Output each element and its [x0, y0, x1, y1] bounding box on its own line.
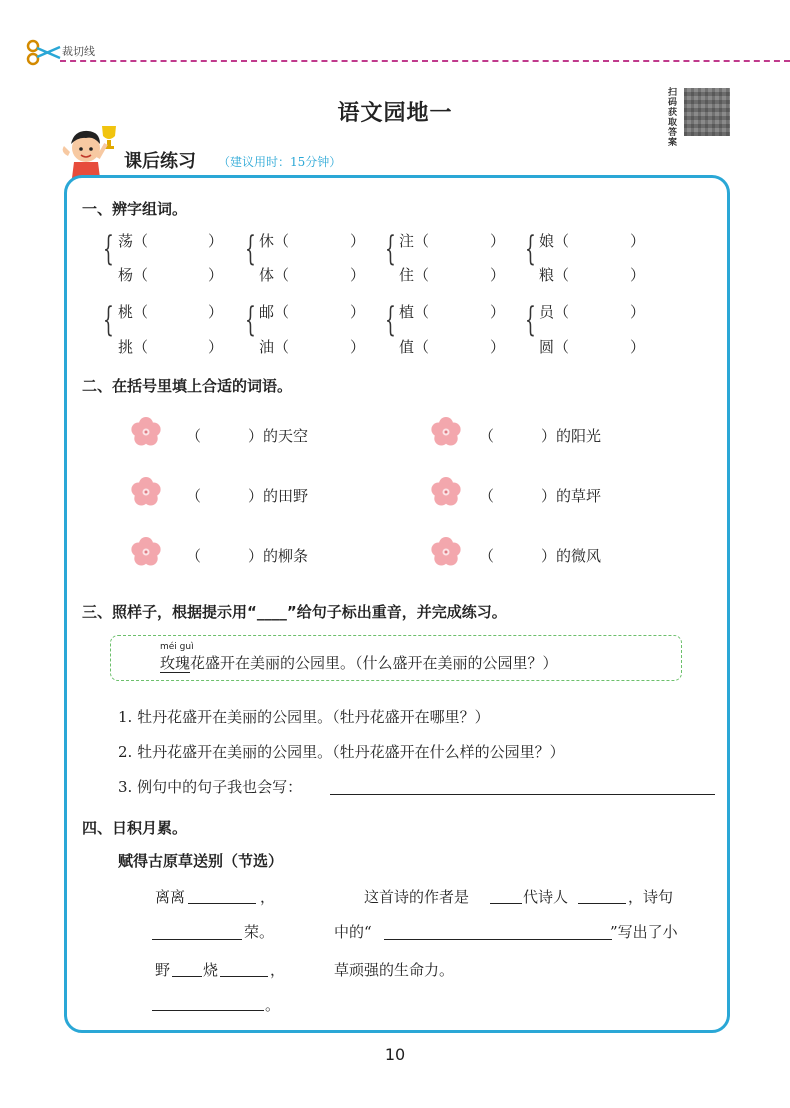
q1-char: 体（ [259, 266, 290, 284]
q1-char: 娘（ [539, 232, 570, 250]
q1-close: ） [208, 232, 224, 250]
flower-icon [428, 534, 464, 570]
poem-text: 烧 [203, 961, 219, 979]
q1-char: 邮（ [259, 303, 290, 321]
poem-title: 赋得古原草送别（节选） [118, 852, 284, 870]
q1-close: ） [490, 303, 506, 321]
q2-item: ）的阳光 [541, 427, 602, 445]
q3-item-2: 2. 牡丹花盛开在美丽的公园里。（牡丹花盛开在什么样的公园里？） [118, 743, 565, 761]
q2-item: ）的微风 [541, 547, 602, 565]
q1-close: ） [630, 338, 646, 356]
brace: { [525, 229, 536, 269]
example-sentence: 玫瑰花盛开在美丽的公园里。（什么盛开在美丽的公园里？） [160, 654, 558, 672]
poem-text: ， [260, 888, 276, 906]
q2-item: ）的柳条 [248, 547, 309, 565]
q2-open: （ [186, 427, 202, 445]
q2-title: 二、在括号里填上合适的词语。 [82, 377, 293, 395]
q4-text: 草顽强的生命力。 [334, 961, 455, 979]
mascot-trophy-icon [60, 122, 122, 178]
q4-text: ”写出了小 [610, 923, 678, 941]
section-title: 课后练习 [124, 151, 196, 172]
q1-close: ） [630, 266, 646, 284]
q1-close: ） [350, 338, 366, 356]
time-note: （建议用时：15分钟） [218, 155, 342, 169]
q1-char: 桃（ [118, 303, 149, 321]
q2-open: （ [479, 427, 495, 445]
q4-text: 代诗人 [523, 888, 569, 906]
q3-item-1: 1. 牡丹花盛开在美丽的公园里。（牡丹花盛开在哪里？） [118, 708, 490, 726]
scissors-icon [26, 38, 62, 66]
q3-item-3: 3. 例句中的句子我也会写： [118, 778, 303, 796]
q1-close: ） [350, 266, 366, 284]
brace: { [103, 300, 114, 340]
flower-icon [128, 414, 164, 450]
brace: { [525, 300, 536, 340]
q1-char: 圆（ [539, 338, 570, 356]
q1-char: 植（ [399, 303, 430, 321]
q2-item: ）的天空 [248, 427, 309, 445]
answer-line[interactable] [220, 976, 268, 977]
brace: { [245, 300, 256, 340]
q4-text: ，诗句 [628, 888, 674, 906]
page-number: 10 [384, 1045, 406, 1064]
q1-close: ） [208, 266, 224, 284]
brace: { [385, 300, 396, 340]
q1-close: ） [350, 303, 366, 321]
q1-char: 员（ [539, 303, 570, 321]
cut-line [60, 60, 790, 62]
brace: { [385, 229, 396, 269]
qr-code [684, 88, 730, 136]
flower-icon [428, 414, 464, 450]
q1-char: 注（ [399, 232, 430, 250]
answer-line[interactable] [384, 939, 612, 940]
answer-line[interactable] [172, 976, 202, 977]
answer-line[interactable] [330, 794, 715, 795]
q2-open: （ [479, 487, 495, 505]
q4-text: 中的“ [334, 923, 372, 941]
pinyin: méi guì [160, 642, 194, 652]
q1-close: ） [350, 232, 366, 250]
qr-label: 扫码获取答案 [668, 88, 678, 148]
q4-title: 四、日积月累。 [82, 819, 188, 837]
q2-item: ）的田野 [248, 487, 309, 505]
answer-line[interactable] [188, 903, 256, 904]
q1-char: 油（ [259, 338, 290, 356]
q1-close: ） [630, 303, 646, 321]
page-title: 语文园地一 [337, 100, 453, 126]
brace: { [103, 229, 114, 269]
q2-item: ）的草坪 [541, 487, 602, 505]
q1-close: ） [208, 338, 224, 356]
flower-icon [428, 474, 464, 510]
q2-open: （ [186, 547, 202, 565]
poem-text: 荣。 [244, 923, 275, 941]
q1-close: ） [490, 338, 506, 356]
poem-text: 。 [265, 996, 281, 1014]
q1-close: ） [630, 232, 646, 250]
q1-char: 粮（ [539, 266, 570, 284]
answer-line[interactable] [152, 1010, 264, 1011]
answer-line[interactable] [490, 903, 522, 904]
q1-char: 荡（ [118, 232, 149, 250]
q1-char: 挑（ [118, 338, 149, 356]
poem-text: 野 [155, 961, 171, 979]
q1-close: ） [490, 232, 506, 250]
q1-char: 住（ [399, 266, 430, 284]
q1-close: ） [490, 266, 506, 284]
flower-icon [128, 534, 164, 570]
q3-title: 三、照样子，根据提示用“____”给句子标出重音，并完成练习。 [82, 603, 507, 621]
q1-char: 杨（ [118, 266, 149, 284]
q1-char: 值（ [399, 338, 430, 356]
q1-title: 一、辨字组词。 [82, 200, 188, 218]
poem-text: ， [270, 961, 286, 979]
q2-open: （ [479, 547, 495, 565]
brace: { [245, 229, 256, 269]
cut-line-label: 裁切线 [62, 45, 95, 58]
q1-char: 休（ [259, 232, 290, 250]
answer-line[interactable] [152, 939, 242, 940]
answer-line[interactable] [578, 903, 626, 904]
stress-underline [160, 672, 190, 673]
flower-icon [128, 474, 164, 510]
q2-open: （ [186, 487, 202, 505]
poem-text: 离离 [155, 888, 186, 906]
q1-close: ） [208, 303, 224, 321]
q4-text: 这首诗的作者是 [364, 888, 470, 906]
